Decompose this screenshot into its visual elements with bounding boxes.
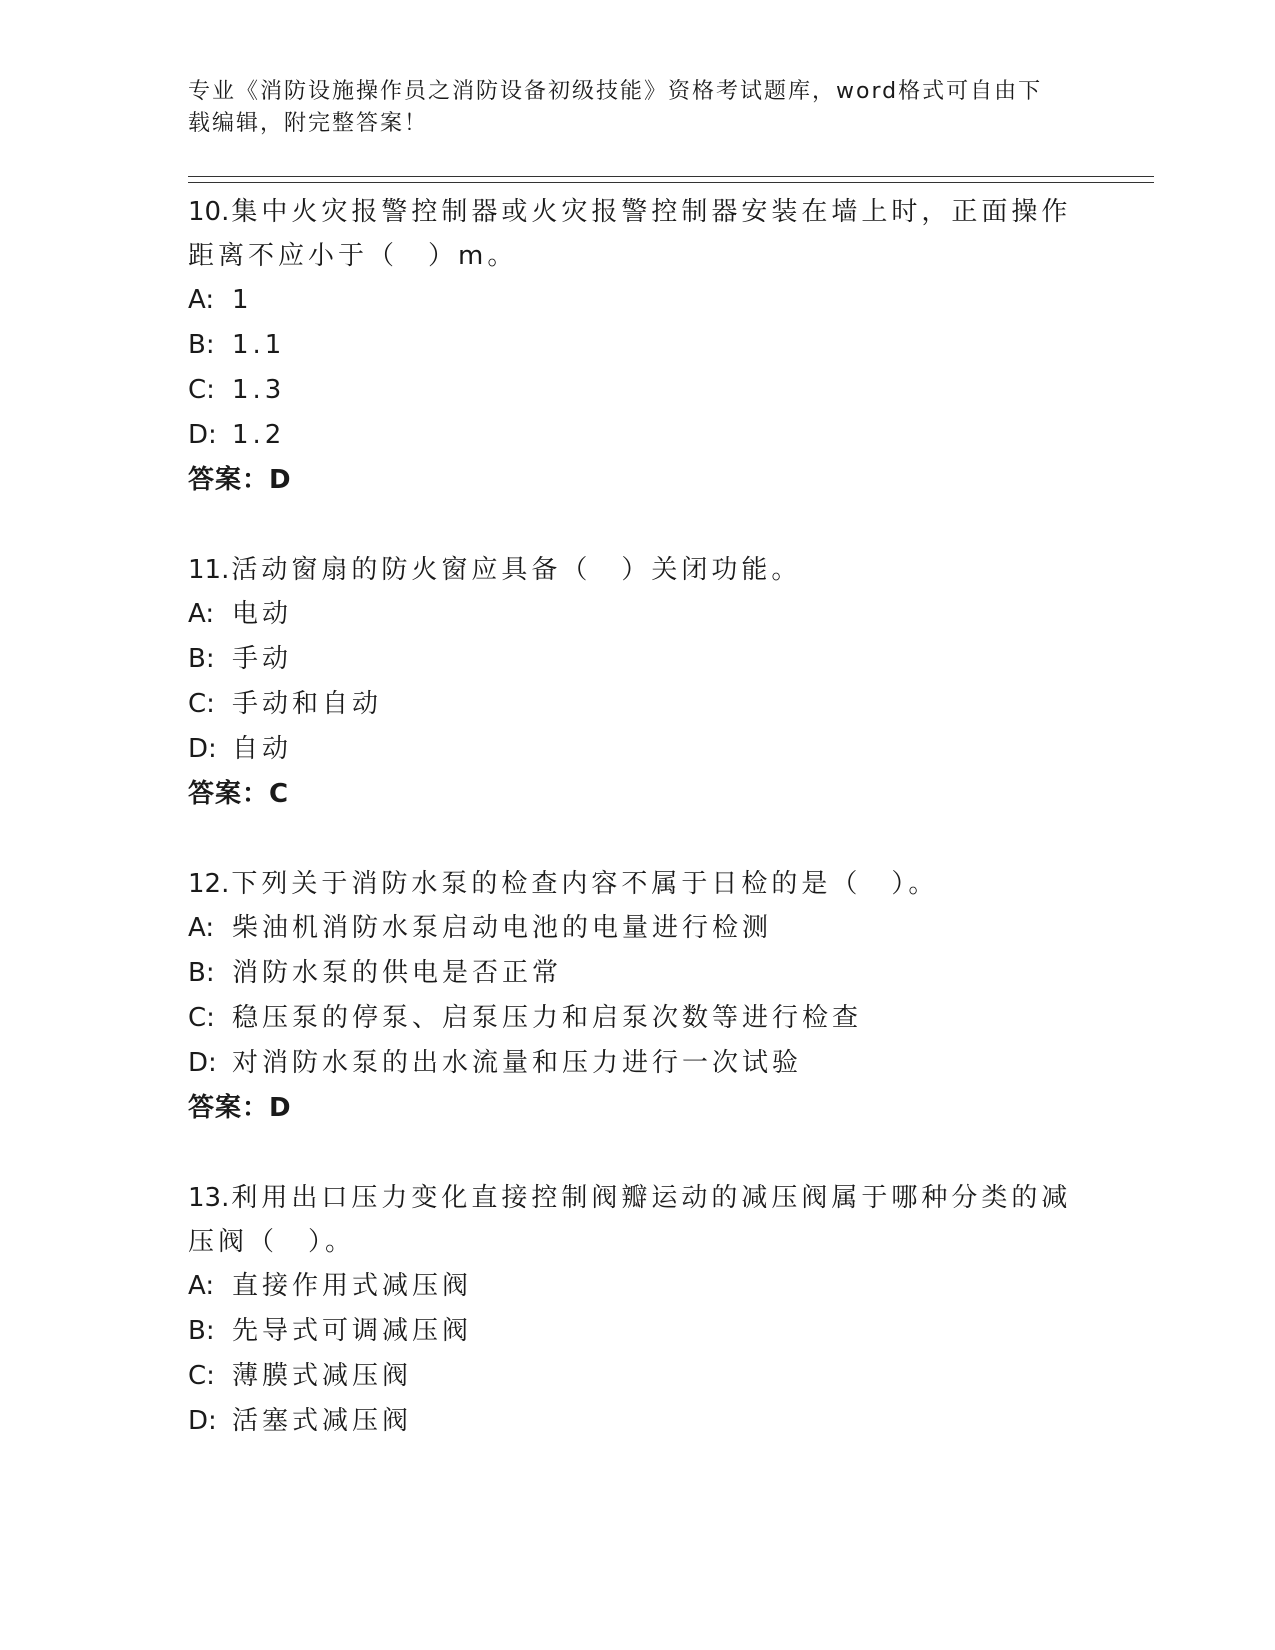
option-a <box>188 278 1088 323</box>
option-text: 直接作用式减压阀 <box>232 1271 473 1301</box>
option-text: 活塞式减压阀 <box>232 1406 413 1436</box>
option-letter: C: <box>188 689 215 719</box>
option-letter: D: <box>188 1048 217 1078</box>
question-number: 10. <box>188 197 230 227</box>
option-letter: A: <box>188 1271 215 1301</box>
question-number: 12. <box>188 869 230 899</box>
header-divider-top <box>188 176 1154 177</box>
option-letter: A: <box>188 913 215 943</box>
option-text: 消防水泵的供电是否正常 <box>232 958 563 988</box>
question-text <box>188 862 1088 906</box>
question-body: 集中火灾报警控制器或火灾报警控制器安装在墙上时，正面操作距离不应小于（ ）m。 <box>188 197 1072 271</box>
answer: 答案：C <box>188 779 290 809</box>
option-text: 1.2 <box>232 420 286 450</box>
option-text: 1 <box>232 285 253 315</box>
option-c <box>188 368 1088 413</box>
header-line-1: 专业《消防设施操作员之消防设备初级技能》资格考试题库，word格式可自由下 <box>188 79 1043 104</box>
question-body: 下列关于消防水泵的检查内容不属于日检的是（ ）。 <box>231 869 939 899</box>
option-d <box>188 413 1088 458</box>
option-letter: C: <box>188 375 215 405</box>
question-13 <box>188 1176 1088 1444</box>
option-text: 手动和自动 <box>232 689 383 719</box>
option-letter: C: <box>188 1361 215 1391</box>
question-10 <box>188 190 1088 502</box>
option-text: 对消防水泵的出水流量和压力进行一次试验 <box>232 1048 803 1078</box>
option-text: 柴油机消防水泵启动电池的电量进行检测 <box>232 913 773 943</box>
option-letter: D: <box>188 734 217 764</box>
option-b <box>188 323 1088 368</box>
option-b <box>188 951 1088 996</box>
option-letter: B: <box>188 1316 215 1346</box>
header-divider-bottom <box>188 182 1154 183</box>
option-letter: A: <box>188 599 215 629</box>
option-text: 1.1 <box>232 330 286 360</box>
option-letter: D: <box>188 1406 217 1436</box>
answer: 答案：D <box>188 1093 292 1123</box>
option-text: 稳压泵的停泵、启泵压力和启泵次数等进行检查 <box>232 1003 863 1033</box>
option-c <box>188 1354 1088 1399</box>
option-c <box>188 682 1088 727</box>
option-letter: B: <box>188 644 215 674</box>
option-a <box>188 592 1088 637</box>
option-b <box>188 1309 1088 1354</box>
question-body: 活动窗扇的防火窗应具备（ ）关闭功能。 <box>231 555 802 585</box>
option-d <box>188 1041 1088 1086</box>
option-letter: D: <box>188 420 217 450</box>
option-a <box>188 1264 1088 1309</box>
question-text <box>188 1176 1088 1264</box>
question-text <box>188 548 1088 592</box>
option-letter: A: <box>188 285 215 315</box>
option-c <box>188 996 1088 1041</box>
header-line-2: 载编辑，附完整答案！ <box>188 111 429 136</box>
option-letter: B: <box>188 958 215 988</box>
answer: 答案：D <box>188 465 292 495</box>
option-text: 手动 <box>232 644 293 674</box>
question-11 <box>188 548 1088 816</box>
option-text: 1.3 <box>232 375 286 405</box>
option-b <box>188 637 1088 682</box>
question-number: 11. <box>188 555 230 585</box>
option-text: 薄膜式减压阀 <box>232 1361 413 1391</box>
question-number: 13. <box>188 1183 230 1213</box>
option-d <box>188 1399 1088 1444</box>
question-list <box>188 190 1088 1490</box>
option-a <box>188 906 1088 951</box>
option-text: 自动 <box>232 734 293 764</box>
document-header <box>188 76 1088 140</box>
option-text: 电动 <box>232 599 293 629</box>
option-letter: B: <box>188 330 215 360</box>
option-text: 先导式可调减压阀 <box>232 1316 473 1346</box>
question-12 <box>188 862 1088 1130</box>
question-text <box>188 190 1088 278</box>
option-d <box>188 727 1088 772</box>
question-body: 利用出口压力变化直接控制阀瓣运动的减压阀属于哪种分类的减压阀（ ）。 <box>188 1183 1072 1257</box>
option-letter: C: <box>188 1003 215 1033</box>
